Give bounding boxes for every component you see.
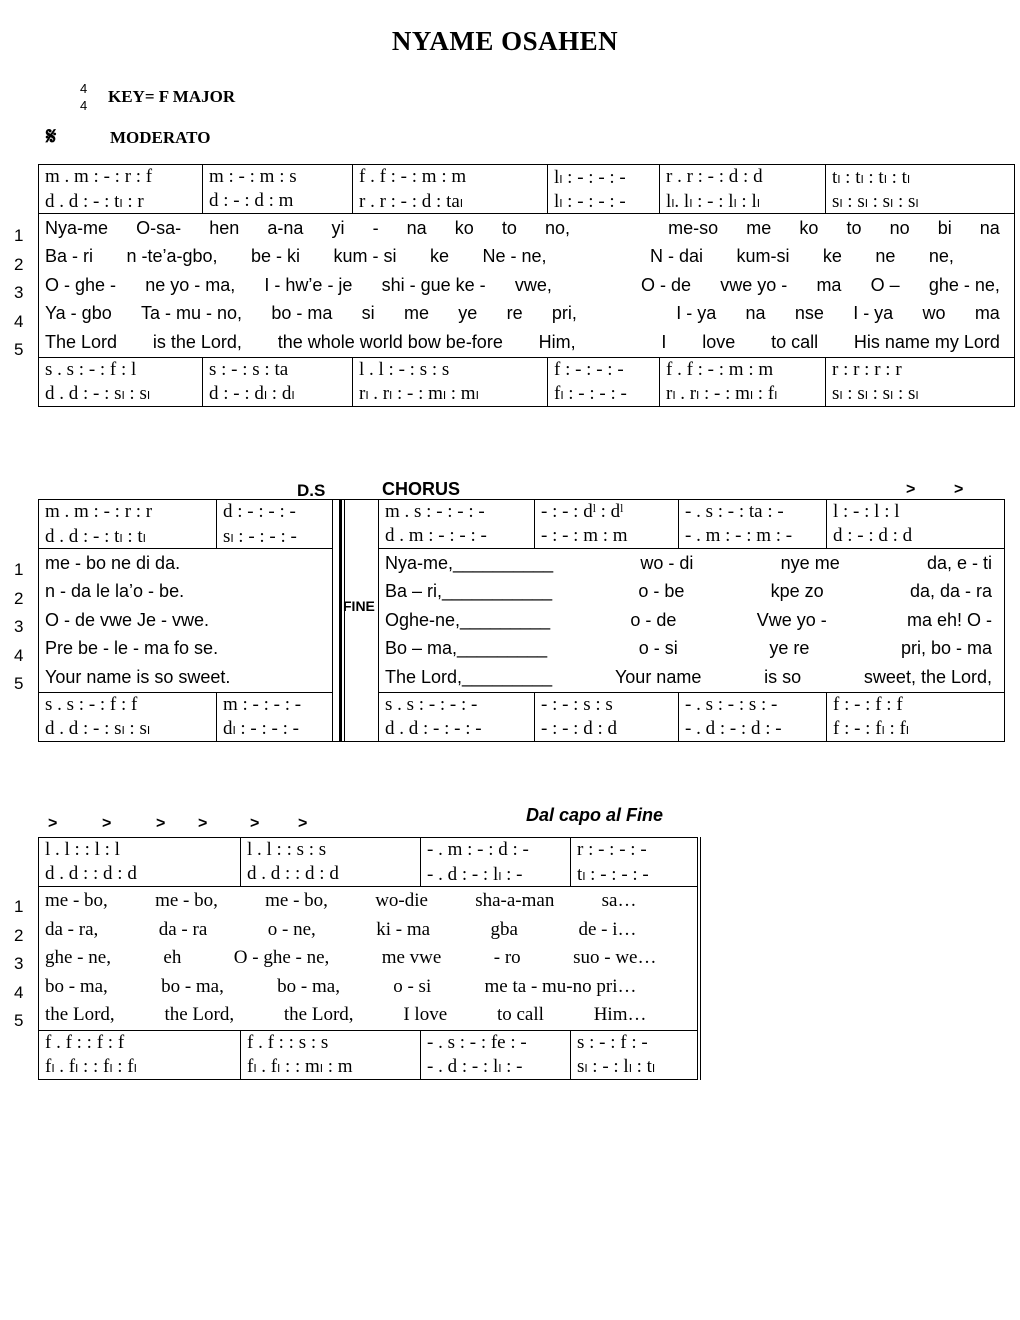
lyric-syllable: to [846,217,862,238]
measure: m . m : - : r : r [45,501,153,522]
measure: s : - : s : ta [203,357,353,382]
lyric-row-2 [39,243,1015,272]
lyric-syllable: O - de [641,274,692,295]
verse-numbers-system1 [14,222,23,365]
measure: l . l : - : s : s [353,357,548,382]
lyric-syllable: na [979,217,1000,238]
soprano-row [39,838,699,863]
measure: - : - : s : s [535,692,679,717]
lyric-syllable: Ta - mu - no, [141,303,243,324]
dal-segno-label: D.S [297,481,326,500]
verse-number: 2 [14,254,24,274]
lyric-syllable: ki - ma [376,918,431,940]
double-bar [339,500,342,741]
measure: tₗ : - : - : - [571,862,699,887]
measure: f : - : f : f [827,692,1005,717]
fine-divider [333,500,379,742]
lyric-syllable: Vwe yo - [756,609,827,630]
verse-number: 5 [14,1011,24,1030]
lyric-syllable: O – [870,274,900,295]
lyric-syllable: The Lord,_________ [385,666,553,687]
lyric-syllable: The Lord [45,331,118,352]
accent-icon: > [906,481,916,498]
verse-number: 3 [14,954,24,973]
verse-number: 5 [14,340,24,359]
accent-icon: > [250,815,260,832]
tenor-row [39,692,1005,717]
bass-row [39,717,1005,742]
verse-numbers-system2 [14,556,23,699]
lyric-syllable: suo - we… [573,947,657,969]
accent-icon: > [298,815,308,832]
measure: - . d : - : lₗ : - [421,862,571,887]
accent-icon: > [156,815,166,832]
lyric-syllable: bi [937,217,952,238]
lyric-syllable: His name my Lord [853,331,1000,352]
lyric-syllable: love [702,331,736,352]
lyric-row-2 [39,578,1005,607]
lyric-syllable: da, e - ti [926,552,992,573]
lyric-syllable: re [506,303,523,324]
lyric-syllable: N - dai [649,246,703,267]
measure: - . s : - : fe : - [421,1030,571,1055]
measure: l : - : l : l [827,500,1005,525]
lyric-syllable: I - ya [853,303,894,324]
lyric-syllable: me - bo, [155,890,218,912]
lyric-syllable: o - de [630,609,677,630]
lyric-syllable: ghe - ne, [45,947,111,969]
measure: rₗ . rₗ : - : mₗ : mₗ [353,382,548,407]
lyric-row-4 [39,973,699,1002]
verse-number: 4 [14,645,24,665]
lyric-syllable: to call [496,1004,544,1026]
lyric-syllable: yi [331,217,345,238]
verse-number: 4 [14,311,24,331]
lyric-syllable: pri, bo - ma [900,638,992,659]
lyric-syllable: sweet, the Lord, [863,666,992,687]
verse-number: 2 [14,925,24,945]
measure: - . s : - : s : - [679,692,827,717]
measure: d : - : d : m [203,189,353,214]
lyric-syllable: me [403,303,429,324]
lyric-syllable: ghe - ne, [928,274,1000,295]
lyric-line: O - de vwe Je - vwe. [45,609,210,630]
lyric-syllable: vwe, [514,274,552,295]
measure: - . m : - : d : - [421,838,571,863]
verse-number: 3 [14,617,24,636]
lyric-syllable: eh [163,947,182,969]
measure: d : - : dₗ : dₗ [203,382,353,407]
accent-icon: > [198,815,208,832]
lyric-syllable: Oghe-ne,_________ [385,609,551,630]
measure: f . f : : s : s [241,1030,421,1055]
lyric-syllable: O - ghe - [45,274,117,295]
lyric-row-3 [39,271,1015,300]
measure: f : - : - : - [548,357,660,382]
measure: s . s : - : - : - [379,692,535,717]
lyric-syllable: ke [429,246,449,267]
measure: - : - : d : d [535,717,679,742]
measure: l . l : : s : s [241,838,421,863]
measure: r : r : r : r [826,357,1015,382]
measure: f . f : - : m : m [353,165,548,190]
measure: d . d : - : tₗ : r [45,190,144,212]
lyric-syllable: da, da - ra [909,581,992,602]
lyric-syllable: me - bo, [45,890,108,912]
lyric-row-5 [39,663,1005,692]
dal-capo-label: Dal capo al Fine [526,805,664,825]
lyric-syllable: ne [875,246,896,267]
measure: tₗ : tₗ : tₗ : tₗ [826,165,1015,190]
lyric-syllable: bo - ma [271,303,333,324]
measure: s . s : - : f : l [39,357,203,382]
bass-row [39,1055,699,1080]
lyric-row-2 [39,916,699,945]
lyric-syllable: the Lord, [283,1004,354,1026]
measure: l . l : : l : l [45,839,120,860]
lyric-syllable: bo - ma, [277,975,340,997]
lyric-row-5 [39,328,1015,357]
verse-number: 1 [14,226,24,245]
bar-line [344,500,345,741]
measure: d . d : : d : d [45,863,137,884]
lyric-line: me - bo ne di da. [39,549,333,578]
lyric-syllable: me-so [668,217,719,238]
lyric-syllable: I - ya [676,303,717,324]
measure: f . f : - : m : m [660,357,826,382]
measure: r . r : - : d : taₗ [353,189,548,214]
measure: fₗ . fₗ : : fₗ : fₗ [45,1056,137,1077]
lyric-syllable: bo - ma, [161,975,224,997]
bass-row [39,382,1015,407]
lyric-syllable: o - si [393,975,432,997]
lyric-syllable: na [745,303,766,324]
accent-icon: > [102,815,112,832]
measure: d . d : - : sₗ : sₗ [45,718,151,739]
lyric-syllable: kpe zo [770,581,824,602]
lyric-syllable: is the Lord, [152,331,242,352]
lyric-syllable: ne yo - ma, [145,274,236,295]
measure: - : - : dˡ : dˡ [535,500,679,525]
measure: lₗ : - : - : - [548,189,660,214]
measure: sₗ : - : - : - [217,524,333,549]
lyric-syllable: na [406,217,427,238]
lyric-syllable: is so [764,666,802,687]
lyric-syllable: I - hw’e - je [264,274,353,295]
lyric-syllable: Him… [593,1004,647,1026]
lyric-row-3 [39,944,699,973]
lyric-syllable: to [501,217,517,238]
lyric-syllable: nse [794,303,824,324]
lyric-row-4 [39,635,1005,664]
tempo-marking: MODERATO [110,128,211,147]
measure: - . d : - : lₗ : - [421,1055,571,1080]
lyric-syllable: Ba - ri [45,246,94,267]
lyric-row-1 [39,549,1005,578]
lyric-syllable: wo [922,303,946,324]
lyric-syllable: me [746,217,772,238]
lyric-syllable: o - be [638,581,685,602]
lyric-syllable: gba [490,918,518,940]
measure: d . m : - : - : - [379,524,535,549]
measure: r : - : - : - [571,838,699,863]
lyric-syllable: Bo – ma,_________ [385,638,548,659]
verse-number: 2 [14,588,24,608]
lyric-syllable: wo - di [640,552,694,573]
lyric-syllable: ye [458,303,478,324]
lyric-syllable: Ya - gbo [45,303,112,324]
lyric-syllable: n -te’a-gbo, [126,246,218,267]
measure: s . s : - : f : f [39,692,217,717]
score-system-2 [38,499,1005,742]
alto-row [39,189,1015,214]
song-title: NYAME OSAHEN [391,26,619,56]
fine-label: FINE [343,598,375,614]
measure: d : - : - : - [217,500,333,525]
lyric-syllable: ma [974,303,1000,324]
accent-icon: > [954,481,964,498]
verse-numbers-system3 [14,893,23,1036]
lyric-syllable: I [661,331,667,352]
score-system-1 [38,164,1015,407]
measure: fₗ . fₗ : : mₗ : m [241,1055,421,1080]
measure: rₗ . rₗ : - : mₗ : fₗ [660,382,826,407]
lyric-syllable: kum - si [333,246,397,267]
soprano-row [39,165,1015,190]
measure: d . d : - : - : - [379,717,535,742]
lyric-syllable: to call [771,331,819,352]
lyric-syllable: ma [816,274,842,295]
measure: sₗ : - : lₗ : tₗ [571,1055,699,1080]
measure: m . m : - : r : f [45,166,153,187]
lyric-syllable: sa… [601,890,637,912]
measure: - : - : m : m [535,524,679,549]
measure: m . s : - : - : - [379,500,535,525]
lyric-syllable: wo-die [375,890,428,912]
alto-row [39,524,1005,549]
verse-number: 5 [14,674,24,693]
lyric-syllable: I love [403,1004,448,1026]
lyric-syllable: Your name [614,666,702,687]
lyric-syllable: me - bo, [265,890,328,912]
lyric-syllable: Ne - ne, [482,246,547,267]
accent-icon: > [48,815,58,832]
lyric-syllable: be - ki [251,246,301,267]
score-system-3 [38,837,701,1080]
lyric-syllable: kum-si [736,246,790,267]
verse-number: 1 [14,897,24,916]
measure: r . r : - : d : d [660,165,826,190]
verse-number: 1 [14,560,24,579]
measure: sₗ : sₗ : sₗ : sₗ [826,382,1015,407]
measure: d . d : - : sₗ : sₗ [45,383,151,404]
key-signature: KEY= F MAJOR [108,87,236,106]
lyric-syllable: the Lord, [164,1004,235,1026]
lyric-syllable: si [361,303,375,324]
lyric-syllable: Nya-me,__________ [385,552,554,573]
lyric-syllable: Nya-me [45,217,109,238]
lyric-syllable: me ta - mu-no pri… [484,975,637,997]
measure: lₗ : - : - : - [548,165,660,190]
lyric-syllable: shi - gue ke - [381,274,486,295]
lyric-syllable: ma eh! O - [906,609,992,630]
lyric-syllable: no, [545,217,571,238]
lyric-line: Pre be - le - ma fo se. [45,638,219,659]
lyric-syllable: Him, [538,331,576,352]
lyric-syllable: O-sa- [136,217,182,238]
verse-number: 3 [14,283,24,302]
lyric-syllable: ke [822,246,842,267]
lyric-syllable: pri, [551,303,577,324]
lyric-row-4 [39,300,1015,329]
lyric-row-1 [39,887,699,916]
lyric-syllable: ne, [928,246,954,267]
measure: d . d : : d : d [241,862,421,887]
lyric-syllable: o - ne, [267,918,316,940]
tenor-row [39,357,1015,382]
lyric-syllable: hen [209,217,240,238]
lyric-syllable: nye me [780,552,840,573]
lyric-syllable: the Lord, [45,1004,115,1026]
measure: f : - : fₗ : fₗ [827,717,1005,742]
lyric-syllable: O - ghe - ne, [233,947,330,969]
lyric-syllable: da - ra [158,918,208,940]
measure: d . d : - : tₗ : tₗ [45,525,146,547]
lyric-row-1 [39,214,1015,243]
lyric-syllable: - ro [493,947,521,969]
lyric-syllable: - [372,217,379,238]
lyric-line: n - da le la’o - be. [45,581,185,602]
lyric-syllable: the whole world bow be-fore [277,331,503,352]
measure: f . f : : f : f [39,1030,241,1055]
measure: m : - : - : - [217,692,333,717]
lyric-syllable: Ba – ri,___________ [385,581,553,602]
lyric-syllable: ko [799,217,819,238]
lyric-syllable: bo - ma, [45,975,108,997]
soprano-row [39,500,1005,525]
measure: fₗ : - : - : - [548,382,660,407]
lyric-syllable: sha-a-man [475,890,555,912]
lyric-syllable: ye re [769,638,810,659]
alto-row [39,862,699,887]
lyric-syllable: me vwe [381,947,442,969]
time-signature-top: 4 [80,81,88,96]
measure: - . d : - : d : - [679,717,827,742]
lyric-syllable: de - i… [578,918,637,940]
lyric-syllable: vwe yo - [720,274,788,295]
verse-number: 4 [14,982,24,1002]
measure: s : - : f : - [571,1030,699,1055]
measure: - . s : - : ta : - [679,500,827,525]
measure: m : - : m : s [203,165,353,190]
measure: lₗ. lₗ : - : lₗ : lₗ [660,189,826,214]
chorus-label: CHORUS [382,479,461,499]
lyric-row-5 [39,1001,699,1030]
tenor-row [39,1030,699,1055]
lyric-syllable: no [889,217,910,238]
measure: d : - : d : d [827,524,1005,549]
measure: - . m : - : m : - [679,524,827,549]
measure: sₗ : sₗ : sₗ : sₗ [826,189,1015,214]
measure: dₗ : - : - : - [217,717,333,742]
lyric-syllable: ko [454,217,474,238]
lyric-syllable: o - si [638,638,678,659]
lyric-syllable: da - ra, [45,918,99,940]
time-signature-bottom: 4 [80,98,88,113]
segno-icon: 𝄋 [46,124,57,150]
lyric-line: Your name is so sweet. [45,666,231,687]
lyric-syllable: a-na [267,217,304,238]
time-signature [80,80,87,114]
lyric-row-3 [39,606,1005,635]
